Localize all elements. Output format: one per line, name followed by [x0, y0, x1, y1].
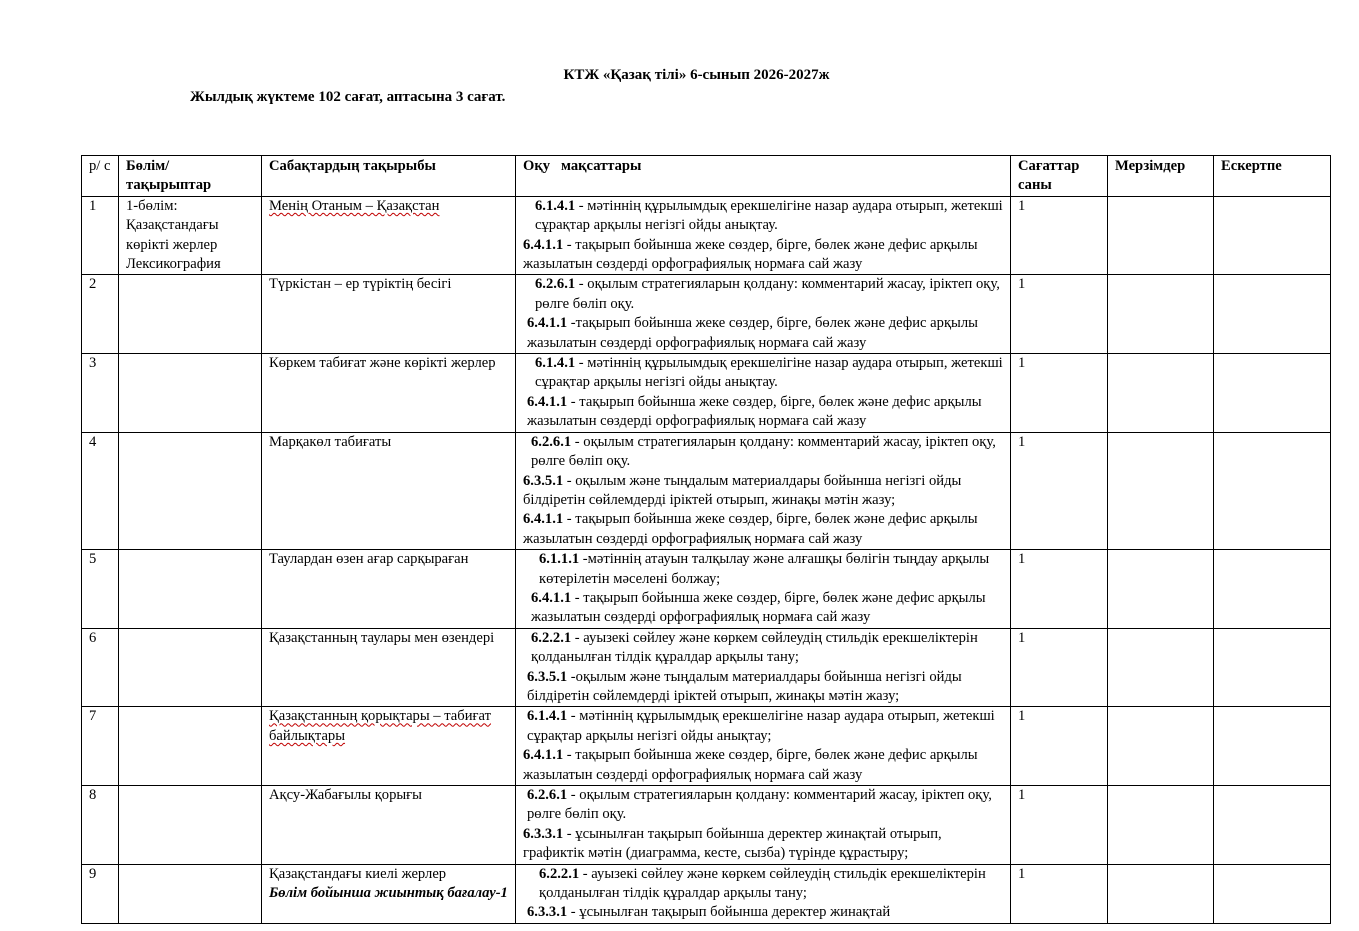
goals-cell	[516, 550, 1011, 629]
notes-cell	[1214, 628, 1331, 707]
hours-cell: 1	[1011, 864, 1108, 923]
notes-cell	[1214, 786, 1331, 865]
hours-cell: 1	[1011, 707, 1108, 786]
topic-text: Менің Отаным – Қазақстан	[269, 197, 440, 214]
section-name: Қазақстандағы көрікті жерлер	[126, 217, 219, 253]
hours-cell: 1	[1011, 432, 1108, 549]
section-cell	[119, 432, 262, 549]
topic-cell: Таулардан өзен ағар сарқыраған	[262, 550, 516, 629]
section-cell	[119, 707, 262, 786]
section-cell	[119, 786, 262, 865]
section-cell	[119, 628, 262, 707]
learning-goal: 6.4.1.1 - тақырып бойынша жеке сөздер, бірге, бөлек және дефис арқылы жазылатын сөздерді орфографиялық нормаға сай жазу	[527, 393, 982, 430]
table-row	[82, 864, 1331, 923]
summative-assessment-label: Бөлім бойынша жиынтық бағалау-1	[269, 885, 508, 902]
goals-cell	[516, 354, 1011, 433]
learning-goal: 6.1.1.1 -мәтіннің атауын талқылау және алғашқы бөлігін тыңдау арқылы көтерілетін мәселені болжау;	[539, 551, 990, 587]
learning-goal: 6.2.2.1 - ауызекі сөйлеу және көркем сөйлеудің стильдік ерекшеліктерін қолданылған тілдік құралдар арқылы тану;	[531, 629, 978, 666]
column-header-goals: Оқу мақсаттары	[516, 156, 1011, 197]
document-title: КТЖ «Қазақ тілі» 6-сынып 2026-2027ж	[563, 67, 830, 83]
learning-goal: 6.3.5.1 - оқылым және тыңдалым материалдары бойынша негізгі ойды білдіретін сөйлемдерді іріктей отырып, жинақы мәтін жазу;	[523, 472, 962, 508]
dates-cell	[1108, 550, 1214, 629]
column-header-number: р/ с	[82, 156, 119, 197]
learning-goal: 6.2.6.1 - оқылым стратегияларын қолдану: комментарий жасау, іріктеп оқу, рөлге бөліп оқу.	[535, 276, 1000, 312]
goals-cell	[516, 786, 1011, 865]
section-cell	[119, 196, 262, 275]
table-row	[82, 628, 1331, 707]
dates-cell	[1108, 864, 1214, 923]
learning-goal: 6.4.1.1 - тақырып бойынша жеке сөздер, бірге, бөлек және дефис арқылы жазылатын сөздерді орфографиялық нормаға сай жазу	[523, 747, 978, 783]
table-row	[82, 196, 1331, 275]
dates-cell	[1108, 275, 1214, 354]
learning-goal: 6.3.5.1 -оқылым және тыңдалым материалдары бойынша негізгі ойды білдіретін сөйлемдерді іріктей отырып, жинақы мәтін жазу;	[527, 668, 962, 704]
column-header-section: Бөлім/ тақырыптар	[119, 156, 262, 197]
learning-goal: 6.2.2.1 - ауызекі сөйлеу және көркем сөйлеудің стильдік ерекшеліктерін қолданылған тілдік құралдар арқылы тану;	[539, 865, 986, 902]
topic-cell: Түркістан – ер түріктің бесігі	[262, 275, 516, 354]
column-header-dates: Мерзімдер	[1108, 156, 1214, 197]
topic-cell	[262, 196, 516, 275]
topic-cell: Марқакөл табиғаты	[262, 432, 516, 549]
learning-goal: 6.4.1.1 - тақырып бойынша жеке сөздер, бірге, бөлек және дефис арқылы жазылатын сөздерді орфографиялық нормаға сай жазу	[531, 589, 986, 626]
goals-cell	[516, 864, 1011, 923]
learning-goal: 6.1.4.1 - мәтіннің құрылымдық ерекшелігіне назар аудара отырып, жетекші сұрақтар арқылы негізгі ойды анықтау.	[535, 355, 1003, 391]
notes-cell	[1214, 196, 1331, 275]
column-header-hours: Сағаттар саны	[1011, 156, 1108, 197]
hours-cell: 1	[1011, 275, 1108, 354]
notes-cell	[1214, 707, 1331, 786]
notes-cell	[1214, 864, 1331, 923]
learning-goal: 6.3.3.1 - ұсынылған тақырып бойынша деректер жинақтай	[527, 904, 891, 921]
section-cell	[119, 354, 262, 433]
goals-cell	[516, 707, 1011, 786]
lesson-plan-table	[81, 155, 1331, 924]
dates-cell	[1108, 432, 1214, 549]
table-header-row	[82, 156, 1331, 197]
document-subtitle: Жылдық жүктеме 102 сағат, аптасына 3 сағат.	[190, 89, 506, 105]
table-row	[82, 432, 1331, 549]
topic-cell: Ақсу-Жабағылы қорығы	[262, 786, 516, 865]
goals-cell	[516, 432, 1011, 549]
row-number: 1	[82, 196, 119, 275]
topic-cell	[262, 707, 516, 786]
topic-text: Қазақстандағы киелі жерлер	[269, 865, 447, 882]
dates-cell	[1108, 786, 1214, 865]
table-row	[82, 354, 1331, 433]
dates-cell	[1108, 707, 1214, 786]
learning-goal: 6.4.1.1 - тақырып бойынша жеке сөздер, бірге, бөлек және дефис арқылы жазылатын сөздерді орфографиялық нормаға сай жазу	[523, 236, 978, 273]
dates-cell	[1108, 628, 1214, 707]
learning-goal: 6.2.6.1 - оқылым стратегияларын қолдану: комментарий жасау, іріктеп оқу, рөлге бөліп оқу.	[531, 433, 996, 470]
topic-text: Қазақстанның қорықтары – табиғат байлықтары	[269, 708, 491, 744]
goals-cell	[516, 196, 1011, 275]
learning-goal: 6.1.4.1 - мәтіннің құрылымдық ерекшелігіне назар аудара отырып, жетекші сұрақтар арқылы негізгі ойды анықтау.	[535, 197, 1003, 234]
learning-goal: 6.1.4.1 - мәтіннің құрылымдық ерекшелігіне назар аудара отырып, жетекші сұрақтар арқылы негізгі ойды анықтау;	[527, 708, 995, 744]
section-cell	[119, 275, 262, 354]
section-cell	[119, 550, 262, 629]
section-cell	[119, 864, 262, 923]
row-number: 3	[82, 354, 119, 433]
table-row	[82, 786, 1331, 865]
column-header-notes: Ескертпе	[1214, 156, 1331, 197]
dates-cell	[1108, 354, 1214, 433]
row-number: 5	[82, 550, 119, 629]
topic-cell: Қазақстанның таулары мен өзендері	[262, 628, 516, 707]
row-number: 6	[82, 628, 119, 707]
learning-goal: 6.3.3.1 - ұсынылған тақырып бойынша деректер жинақтай отырып, графиктік мәтін (диаграмма, кесте, сызба) түрінде құрастыру;	[523, 825, 942, 862]
hours-cell: 1	[1011, 354, 1108, 433]
section-label: 1-бөлім:	[126, 197, 178, 214]
table-row	[82, 550, 1331, 629]
learning-goal: 6.4.1.1 - тақырып бойынша жеке сөздер, бірге, бөлек және дефис арқылы жазылатын сөздерді орфографиялық нормаға сай жазу	[523, 511, 978, 547]
notes-cell	[1214, 550, 1331, 629]
notes-cell	[1214, 432, 1331, 549]
section-subtopic: Лексикография	[126, 256, 221, 273]
row-number: 8	[82, 786, 119, 865]
column-header-topic: Сабақтардың тақырыбы	[262, 156, 516, 197]
notes-cell	[1214, 275, 1331, 354]
hours-cell: 1	[1011, 550, 1108, 629]
learning-goal: 6.2.6.1 - оқылым стратегияларын қолдану: комментарий жасау, іріктеп оқу, рөлге бөліп оқу.	[527, 787, 992, 823]
table-row	[82, 707, 1331, 786]
row-number: 4	[82, 432, 119, 549]
dates-cell	[1108, 196, 1214, 275]
row-number: 7	[82, 707, 119, 786]
hours-cell: 1	[1011, 628, 1108, 707]
hours-cell: 1	[1011, 196, 1108, 275]
row-number: 2	[82, 275, 119, 354]
topic-cell	[262, 864, 516, 923]
learning-goal: 6.4.1.1 -тақырып бойынша жеке сөздер, бірге, бөлек және дефис арқылы жазылатын сөздерді орфографиялық нормаға сай жазу	[527, 315, 978, 351]
notes-cell	[1214, 354, 1331, 433]
goals-cell	[516, 275, 1011, 354]
table-row	[82, 275, 1331, 354]
goals-cell	[516, 628, 1011, 707]
topic-cell: Көркем табиғат және көрікті жерлер	[262, 354, 516, 433]
row-number: 9	[82, 864, 119, 923]
hours-cell: 1	[1011, 786, 1108, 865]
